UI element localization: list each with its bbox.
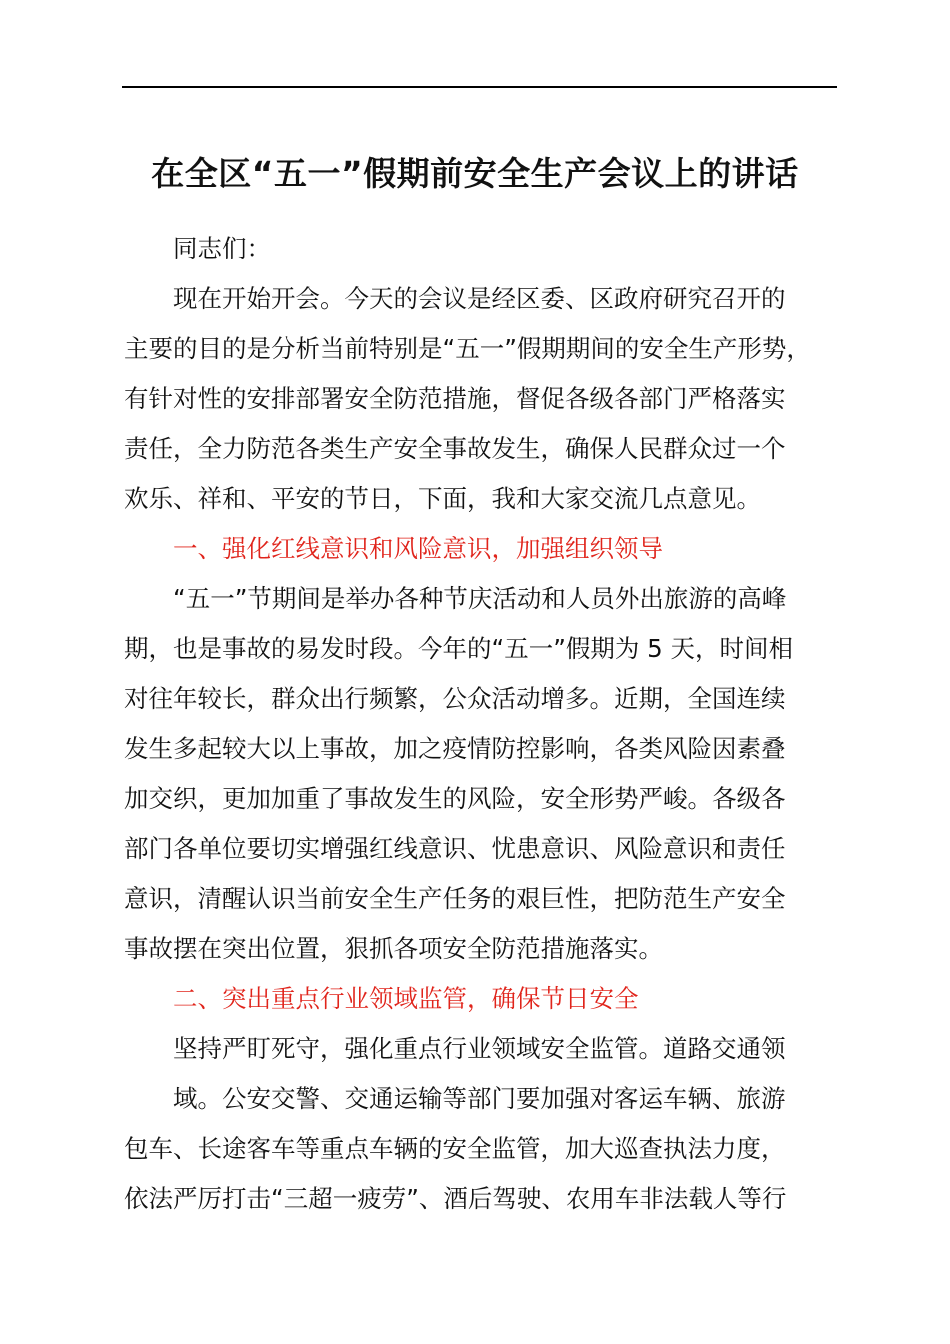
section-2-line: 坚持严盯死守，强化重点行业领域安全监管。道路交通领 bbox=[173, 1034, 786, 1063]
intro-line: 责任，全力防范各类生产安全事故发生，确保人民群众过一个 bbox=[124, 434, 786, 463]
section-2-line: 依法严厉打击“三超一疲劳”、酒后驾驶、农用车非法载人等行 bbox=[124, 1184, 787, 1213]
intro-line: 现在开始开会。今天的会议是经区委、区政府研究召开的 bbox=[173, 284, 786, 313]
intro-line: 欢乐、祥和、平安的节日，下面，我和大家交流几点意见。 bbox=[124, 484, 761, 513]
section-1-line: 期，也是事故的易发时段。今年的“五一”假期为 5 天，时间相 bbox=[124, 634, 794, 663]
intro-line: 主要的目的是分析当前特别是“五一”假期期间的安全生产形势， bbox=[124, 334, 811, 363]
section-1-line: 意识，清醒认识当前安全生产任务的艰巨性，把防范生产安全 bbox=[124, 884, 786, 913]
section-1-line: 加交织，更加加重了事故发生的风险，安全形势严峻。各级各 bbox=[124, 784, 786, 813]
section-1-line: “五一”节期间是举办各种节庆活动和人员外出旅游的高峰 bbox=[173, 584, 787, 613]
section-1-line: 对往年较长，群众出行频繁，公众活动增多。近期，全国连续 bbox=[124, 684, 786, 713]
section-1-heading: 一、强化红线意识和风险意识，加强组织领导 bbox=[173, 534, 663, 563]
section-1-line: 发生多起较大以上事故，加之疫情防控影响，各类风险因素叠 bbox=[124, 734, 786, 763]
section-1-line: 部门各单位要切实增强红线意识、忧患意识、风险意识和责任 bbox=[124, 834, 786, 863]
intro-line: 有针对性的安排部署安全防范措施，督促各级各部门严格落实 bbox=[124, 384, 786, 413]
section-2-heading: 二、突出重点行业领域监管，确保节日安全 bbox=[173, 984, 639, 1013]
header-rule bbox=[122, 86, 837, 88]
section-2-line: 包车、长途客车等重点车辆的安全监管，加大巡查执法力度， bbox=[124, 1134, 786, 1163]
document-title: 在全区“五一”假期前安全生产会议上的讲话 bbox=[151, 154, 799, 193]
section-2-line: 域。公安交警、交通运输等部门要加强对客运车辆、旅游 bbox=[173, 1084, 786, 1113]
section-1-line: 事故摆在突出位置，狠抓各项安全防范措施落实。 bbox=[124, 934, 663, 963]
salutation: 同志们： bbox=[173, 234, 271, 263]
